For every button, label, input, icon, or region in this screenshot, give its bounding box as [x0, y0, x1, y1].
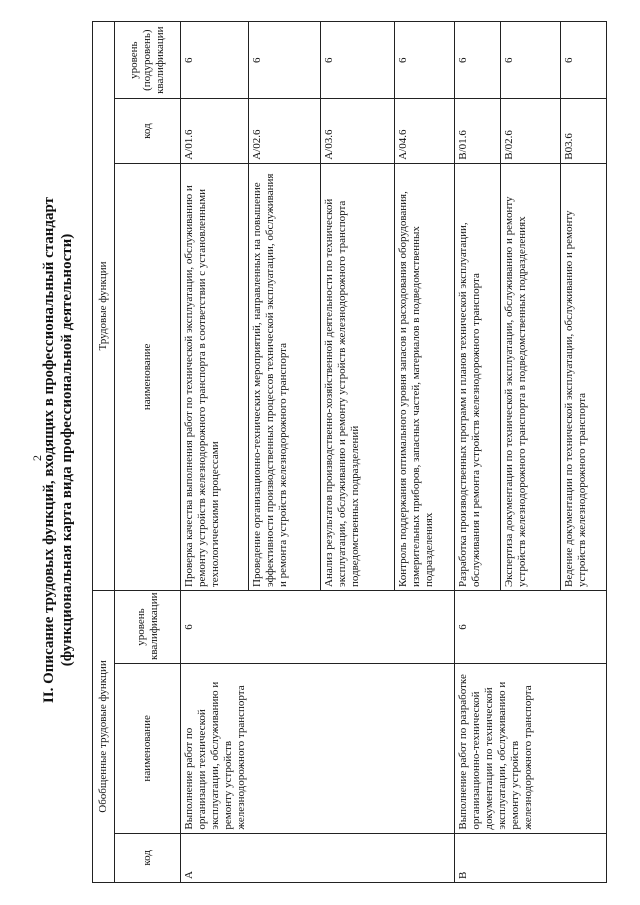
heading-line-1: II. Описание трудовых функций, входящих в профессиональный стандарт — [41, 196, 57, 704]
function-level: 6 — [501, 22, 561, 99]
function-code: A/04.6 — [395, 99, 455, 163]
function-name: Разработка производственных программ и планов технической эксплуатации, обслуживания и ремонта устройств железнодорожного транспорта — [455, 163, 501, 590]
function-level: 6 — [321, 22, 395, 99]
function-level: 6 — [455, 22, 501, 99]
table-row — [455, 22, 501, 883]
function-name: Проведение организационно-технических мероприятий, направленных на повышение эффективности производственных процессов технической эксплуатации, обслуживания и ремонта устройств железнодорожного транспорта — [249, 163, 321, 590]
section-heading — [40, 125, 76, 775]
function-code: A/02.6 — [249, 99, 321, 163]
function-name: Экспертиза документации по технической эксплуатации, обслуживанию и ремонту устройств железнодорожного транспорта в подведомственных подразделениях — [501, 163, 561, 590]
group-level: 6 — [455, 591, 607, 664]
group-code: А — [181, 833, 455, 882]
header-labor-name: наименование — [115, 163, 181, 590]
function-level: 6 — [249, 22, 321, 99]
header-sublevel: уровень (подуровень) квалификации — [115, 22, 181, 99]
function-level: 6 — [561, 22, 607, 99]
function-code: B/01.6 — [455, 99, 501, 163]
header-labor-functions: Трудовые функции — [93, 22, 115, 591]
functions-table — [92, 21, 607, 883]
function-name: Контроль поддержания оптимального уровня запасов и расходования оборудования, измерительных приборов, запасных частей, материалов в подведомственных подразделениях — [395, 163, 455, 590]
group-name: Выполнение работ по разработке организационно-технической документации по технической эксплуатации, обслуживанию и ремонту устройств железнодорожного транспорта — [455, 664, 607, 834]
page-number: 2 — [30, 455, 44, 461]
function-name: Ведение документации по технической эксплуатации, обслуживанию и ремонту устройств железнодорожного транспорта — [561, 163, 607, 590]
group-name: Выполнение работ по организации технической эксплуатации, обслуживанию и ремонту устройств железнодорожного транспорта — [181, 664, 455, 834]
header-generalized-functions: Обобщенные трудовые функции — [93, 591, 115, 883]
function-code: A/03.6 — [321, 99, 395, 163]
function-level: 6 — [181, 22, 249, 99]
heading-line-2: (функциональная карта вида профессиональной деятельности) — [59, 233, 75, 667]
function-name: Анализ результатов производственно-хозяйственной деятельности по технической эксплуатации, обслуживанию и ремонту устройств железнодорожного транспорта подведомственных подразделений — [321, 163, 395, 590]
table-row — [181, 22, 249, 883]
function-level: 6 — [395, 22, 455, 99]
header-labor-code: код — [115, 99, 181, 163]
function-name: Проверка качества выполнения работ по технической эксплуатации, обслуживанию и ремонту устройств железнодорожного транспорта в соответствии с установленными технологическими процессами — [181, 163, 249, 590]
function-code: A/01.6 — [181, 99, 249, 163]
group-level: 6 — [181, 591, 455, 664]
function-code: B03.6 — [561, 99, 607, 163]
function-code: B/02.6 — [501, 99, 561, 163]
group-code: В — [455, 833, 607, 882]
header-name: наименование — [115, 664, 181, 834]
header-qualification-level: уровень квалификации — [115, 591, 181, 664]
header-code: код — [115, 833, 181, 882]
